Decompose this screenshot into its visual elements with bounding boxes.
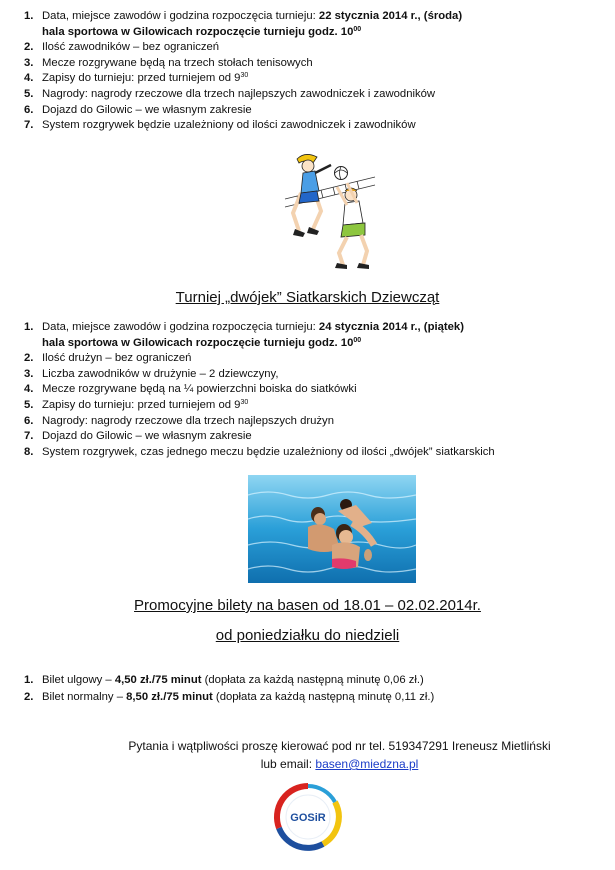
contact-phone-line: Pytania i wątpliwości proszę kierować pod nr tel. 519347291 Ireneusz Mietliński	[128, 739, 551, 753]
item-time-sup: 00	[353, 336, 362, 344]
item-number: 3.	[24, 367, 34, 380]
item-number: 4.	[24, 383, 34, 396]
email-link[interactable]: basen@miedzna.pl	[315, 757, 419, 771]
item-text: System rozgrywek, czas jednego meczu będzie uzależniony od ilości „dwójek” siatkarskich	[42, 445, 495, 458]
item-text: Zapisy do turnieju: przed turniejem od 9	[42, 72, 241, 85]
item-text: Mecze rozgrywane będą na trzech stołach tenisowych	[42, 56, 313, 69]
list-item	[24, 398, 604, 414]
item-text: Mecze rozgrywane będą na ¼ powierzchni boiska do siatkówki	[42, 383, 357, 396]
list-item	[24, 9, 604, 40]
gosir-logo-icon	[273, 782, 343, 852]
item-time-sup: 30	[240, 398, 249, 406]
list-item	[24, 367, 604, 383]
volleyball-players-icon	[277, 147, 379, 275]
item-text: System rozgrywek będzie uzależniony od ilości zawodniczek i zawodników	[42, 119, 416, 132]
item-number: 2.	[24, 691, 34, 703]
item-number: 7.	[24, 119, 34, 132]
item-text: Zapisy do turnieju: przed turniejem od 9	[42, 398, 241, 411]
item-number: 3.	[24, 56, 34, 69]
list-item	[24, 414, 604, 430]
item-text: Nagrody: nagrody rzeczowe dla trzech najlepszych zawodniczek i zawodników	[42, 87, 436, 100]
list-item	[24, 118, 604, 134]
list-item	[24, 320, 604, 351]
list-item	[24, 429, 604, 445]
list-item	[24, 445, 604, 461]
item-text: Ilość zawodników – bez ograniczeń	[42, 41, 220, 54]
tournament-1-list	[24, 9, 604, 134]
pool-days-heading: od poniedziałku do niedzieli	[215, 627, 400, 644]
list-item	[24, 103, 604, 119]
item-date: 22 stycznia 2014 r., (środa)	[318, 10, 463, 22]
item-text: Data, miejsce zawodów i godzina rozpoczęcia turnieju:	[42, 321, 319, 333]
tickets-list	[24, 672, 604, 706]
item-number: 1.	[24, 674, 34, 686]
item-number: 5.	[24, 398, 34, 411]
list-item	[24, 40, 604, 56]
volleyball-tournament-heading: Turniej „dwójek” Siatkarskich Dziewcząt	[175, 289, 440, 306]
ticket-extra: (dopłata za każdą następną minutę 0,11 zł.)	[212, 691, 435, 703]
item-time-sup: 00	[353, 25, 362, 33]
ticket-type: Bilet ulgowy –	[42, 674, 115, 686]
ticket-price: 4,50 zł./75 minut	[114, 674, 202, 686]
item-number: 6.	[24, 414, 34, 427]
tournament-2-list	[24, 320, 604, 460]
item-number: 2.	[24, 352, 34, 365]
item-number: 6.	[24, 103, 34, 116]
list-item	[24, 689, 604, 706]
item-number: 1.	[24, 10, 34, 22]
item-number: 5.	[24, 87, 34, 100]
item-number: 7.	[24, 430, 34, 443]
list-item	[24, 71, 604, 87]
item-number: 1.	[24, 321, 34, 333]
item-number: 2.	[24, 41, 34, 54]
item-text: Dojazd do Gilowic – we własnym zakresie	[42, 430, 252, 443]
item-text: Nagrody: nagrody rzeczowe dla trzech najlepszych drużyn	[42, 414, 334, 427]
pool-photo	[248, 475, 416, 583]
gosir-logo	[273, 782, 343, 852]
item-text: Ilość drużyn – bez ograniczeń	[42, 352, 192, 365]
list-item	[24, 87, 604, 103]
contact-block	[32, 737, 615, 773]
item-text: Dojazd do Gilowic – we własnym zakresie	[42, 103, 252, 116]
volleyball-clipart	[277, 147, 379, 275]
item-time-sup: 30	[240, 72, 249, 80]
ticket-price: 8,50 zł./75 minut	[126, 691, 213, 703]
contact-email-label: lub email:	[260, 757, 316, 771]
list-item	[24, 672, 604, 689]
item-text: Liczba zawodników w drużynie – 2 dziewczyny,	[42, 367, 279, 380]
item-text: Data, miejsce zawodów i godzina rozpoczęcia turnieju:	[42, 10, 319, 22]
item-number: 4.	[24, 72, 34, 85]
swimmers-photo-icon	[248, 475, 416, 583]
list-item	[24, 56, 604, 72]
item-number: 8.	[24, 445, 34, 458]
list-item	[24, 382, 604, 398]
item-venue: hala sportowa w Gilowicach rozpoczęcie turnieju godz. 10	[42, 25, 354, 38]
list-item	[24, 351, 604, 367]
pool-promo-heading: Promocyjne bilety na basen od 18.01 – 02.02.2014r.	[134, 597, 481, 614]
ticket-extra: (dopłata za każdą następną minutę 0,06 zł.)	[201, 674, 424, 686]
item-date: 24 stycznia 2014 r., (piątek)	[318, 321, 464, 333]
ticket-type: Bilet normalny –	[42, 691, 127, 703]
item-venue: hala sportowa w Gilowicach rozpoczęcie turnieju godz. 10	[42, 336, 354, 349]
logo-text: GOSiR	[290, 812, 326, 824]
